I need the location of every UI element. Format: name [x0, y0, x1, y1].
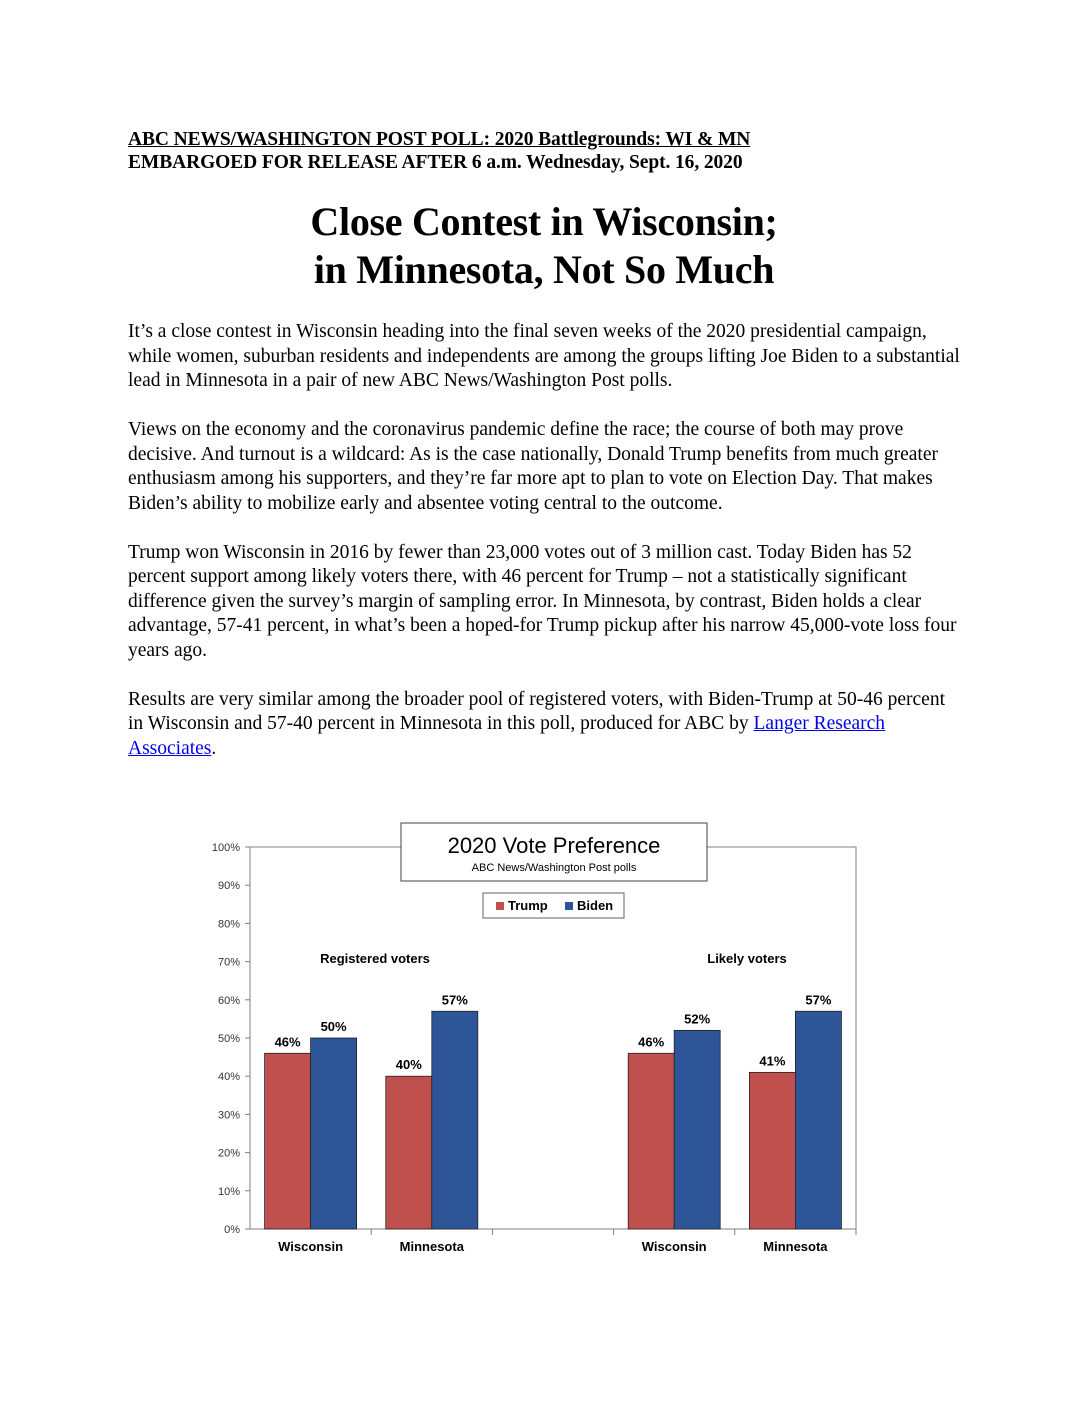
paragraph-3: Trump won Wisconsin in 2016 by fewer than 23,000 votes out of 3 million cast. Today Biden has 52 percent support among likely voters there, with 46 percent for Trump – not a statistically significant difference given the survey’s margin of sampling error. In Minnesota, by contrast, Biden holds a clear advantage, 57-41 percent, in what’s been a hoped-for Trump pickup after his narrow 45,000-vote loss four years ago.	[128, 541, 957, 661]
bar-biden-wisconsin	[674, 1030, 720, 1229]
y-axis	[212, 842, 250, 1236]
headline-line-1: Close Contest in Wisconsin;	[310, 199, 778, 244]
y-tick-label: 100%	[211, 842, 240, 854]
x-category-label: Minnesota	[763, 1239, 828, 1254]
y-tick-label: 90%	[217, 880, 240, 893]
release-header	[128, 128, 960, 174]
headline	[128, 198, 960, 294]
paragraph-4-text: Results are very similar among the broader pool of registered voters, with Biden-Trump at 50-46 percent in Wisconsin and 57-40 percent in Minnesota in this poll, produced for ABC by	[128, 688, 945, 734]
vote-preference-chart	[180, 815, 880, 1265]
y-tick-label: 10%	[217, 1185, 240, 1198]
data-label-biden: 50%	[320, 1019, 347, 1034]
data-label-biden: 52%	[684, 1011, 711, 1027]
legend-label-biden: Biden	[577, 898, 614, 913]
bar-biden-minnesota	[432, 1011, 478, 1229]
data-label-trump: 46%	[274, 1034, 301, 1050]
paragraph-2: Views on the economy and the coronavirus pandemic define the race; the course of both may prove decisive. And turnout is a wildcard: As is the case nationally, Donald Trump benefits from much greater enthusiasm among his supporters, and they’re far more apt to plan to vote on Election Day. That makes Biden’s ability to mobilize early and absentee voting central to the outcome.	[128, 419, 938, 514]
langer-research-link[interactable]: Langer Research Associates	[128, 713, 886, 759]
poll-header-line: ABC NEWS/WASHINGTON POST POLL: 2020 Battlegrounds: WI & MN	[128, 129, 751, 150]
chart-subtitle: ABC News/Washington Post polls	[471, 862, 637, 874]
y-tick-label: 0%	[224, 1224, 240, 1236]
y-tick-label: 70%	[217, 956, 240, 969]
x-category-label: Wisconsin	[278, 1239, 344, 1254]
chart-title: 2020 Vote Preference	[447, 833, 661, 858]
y-tick-label: 40%	[217, 1071, 240, 1084]
bars-layer	[265, 992, 842, 1229]
data-label-biden: 57%	[805, 992, 832, 1008]
data-label-trump: 46%	[638, 1034, 665, 1050]
bar-trump-wisconsin	[628, 1053, 674, 1229]
data-label-trump: 41%	[759, 1053, 786, 1069]
bar-trump-minnesota	[749, 1072, 795, 1229]
embargo-line: EMBARGOED FOR RELEASE AFTER 6 a.m. Wednesday, Sept. 16, 2020	[128, 152, 743, 173]
bar-trump-wisconsin	[265, 1053, 311, 1229]
bar-trump-minnesota	[386, 1076, 432, 1229]
legend-label-trump: Trump	[508, 898, 548, 913]
paragraph-4	[128, 688, 960, 762]
bar-biden-minnesota	[795, 1011, 841, 1229]
data-label-trump: 40%	[395, 1057, 422, 1073]
article-body	[128, 320, 960, 761]
x-axis-labels	[278, 1229, 856, 1254]
y-tick-label: 80%	[217, 918, 240, 931]
legend-swatch-trump	[496, 902, 504, 910]
y-tick-label: 50%	[217, 1033, 240, 1045]
document-page	[128, 128, 960, 786]
group-label-likely: Likely voters	[707, 951, 787, 966]
paragraph-1: It’s a close contest in Wisconsin heading into the final seven weeks of the 2020 presidential campaign, while women, suburban residents and independents are among the groups lifting Joe Biden to a substantial lead in Minnesota in a pair of new ABC News/Washington Post polls.	[128, 321, 960, 391]
group-label-registered: Registered voters	[320, 951, 430, 966]
x-category-label: Wisconsin	[641, 1239, 707, 1254]
bar-biden-wisconsin	[311, 1038, 357, 1229]
y-tick-label: 30%	[217, 1109, 240, 1122]
data-label-biden: 57%	[441, 992, 468, 1008]
headline-line-2: in Minnesota, Not So Much	[313, 247, 775, 292]
y-tick-label: 60%	[217, 994, 240, 1007]
legend-swatch-biden	[565, 902, 573, 910]
paragraph-4-end: .	[211, 737, 217, 759]
x-category-label: Minnesota	[399, 1239, 464, 1254]
y-tick-label: 20%	[217, 1147, 240, 1160]
